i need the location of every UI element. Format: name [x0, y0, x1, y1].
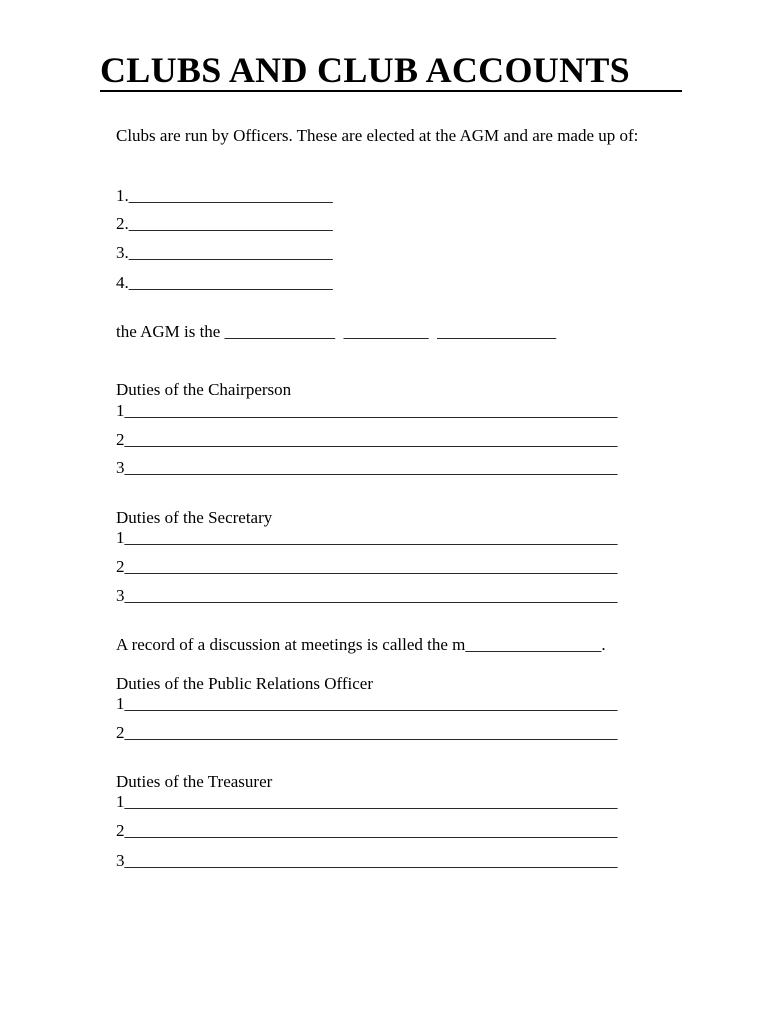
- pro-line-2[interactable]: 2__________________________________________________________: [116, 723, 618, 742]
- officer-blank-1[interactable]: 1.________________________: [116, 186, 333, 205]
- chairperson-line-3[interactable]: 3__________________________________________________________: [116, 458, 618, 477]
- secretary-line-2[interactable]: 2__________________________________________________________: [116, 557, 618, 576]
- pro-heading: Duties of the Public Relations Officer: [116, 674, 373, 693]
- agm-question[interactable]: the AGM is the _____________ __________ ______________: [116, 322, 557, 341]
- treasurer-line-1[interactable]: 1__________________________________________________________: [116, 792, 618, 811]
- chairperson-line-1[interactable]: 1__________________________________________________________: [116, 401, 618, 420]
- intro-text: Clubs are run by Officers. These are elected at the AGM and are made up of:: [116, 126, 639, 145]
- treasurer-heading: Duties of the Treasurer: [116, 772, 273, 791]
- secretary-line-1[interactable]: 1__________________________________________________________: [116, 528, 618, 547]
- officer-blank-3[interactable]: 3.________________________: [116, 243, 333, 262]
- secretary-heading: Duties of the Secretary: [116, 508, 273, 527]
- page-title: CLUBS AND CLUB ACCOUNTS: [100, 50, 631, 90]
- officer-blank-4[interactable]: 4.________________________: [116, 273, 333, 292]
- title-underline: [100, 90, 682, 92]
- treasurer-line-3[interactable]: 3__________________________________________________________: [116, 851, 618, 870]
- pro-line-1[interactable]: 1__________________________________________________________: [116, 694, 618, 713]
- minutes-question[interactable]: A record of a discussion at meetings is called the m________________.: [116, 635, 606, 654]
- treasurer-line-2[interactable]: 2__________________________________________________________: [116, 821, 618, 840]
- chairperson-line-2[interactable]: 2__________________________________________________________: [116, 430, 618, 449]
- officer-blank-2[interactable]: 2.________________________: [116, 214, 333, 233]
- secretary-line-3[interactable]: 3__________________________________________________________: [116, 586, 618, 605]
- chairperson-heading: Duties of the Chairperson: [116, 380, 292, 399]
